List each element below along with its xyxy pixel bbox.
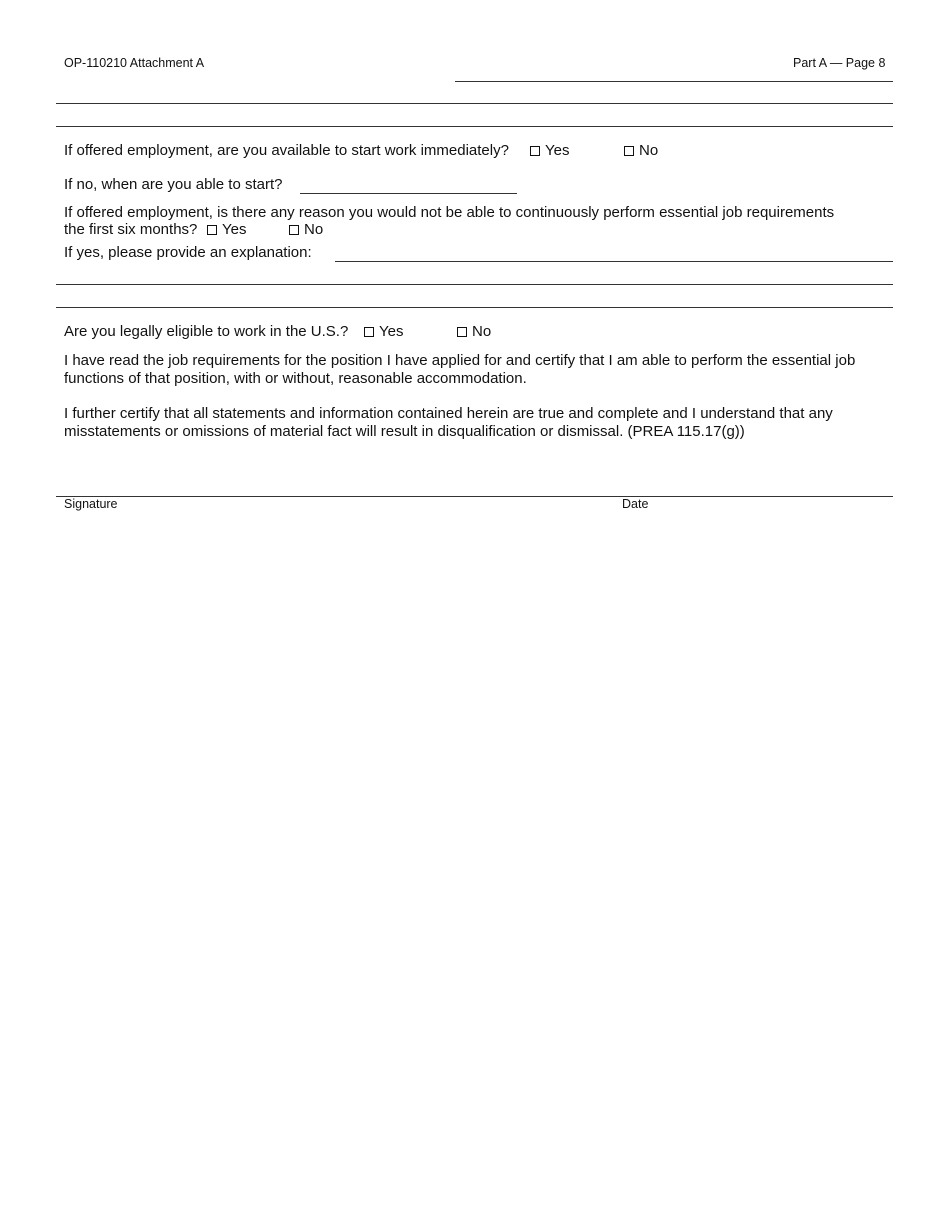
date-label: Date [622, 497, 649, 511]
explanation-field-line[interactable] [56, 284, 893, 285]
essential-requirements-question: If offered employment, is there any reason you would not be able to continuously perform essential job requirements [64, 204, 835, 221]
eligibility-no-checkbox[interactable] [457, 327, 467, 337]
start-date-question: If no, when are you able to start? [64, 176, 283, 193]
certification-statement-2: I further certify that all statements and information contained herein are true and complete and I understand that any misstatements or omissions of material fact will result in disqualification or dismissal. (PREA 115.17(g)) [64, 405, 833, 440]
eligibility-yes-label: Yes [379, 323, 404, 340]
eligibility-yes-option[interactable] [364, 323, 403, 341]
eligibility-no-label: No [472, 323, 492, 340]
availability-no-option[interactable] [624, 142, 658, 160]
document-id: OP-110210 Attachment A [64, 56, 205, 70]
essential-requirements-question-cont: the first six months? [64, 221, 198, 238]
section-divider [56, 126, 893, 127]
signature-label: Signature [64, 497, 118, 511]
header-rule [455, 81, 893, 82]
eligibility-yes-checkbox[interactable] [364, 327, 374, 337]
availability-yes-option[interactable] [530, 142, 569, 160]
essential-no-label: No [304, 221, 324, 238]
signature-line[interactable] [56, 496, 893, 497]
eligibility-question: Are you legally eligible to work in the U.S.? [64, 323, 349, 340]
essential-no-option[interactable] [289, 221, 323, 239]
availability-yes-checkbox[interactable] [530, 146, 540, 156]
essential-yes-label: Yes [222, 221, 247, 238]
essential-yes-checkbox[interactable] [207, 225, 217, 235]
explanation-label: If yes, please provide an explanation: [64, 244, 312, 261]
availability-no-checkbox[interactable] [624, 146, 634, 156]
availability-question: If offered employment, are you available to start work immediately? [64, 142, 509, 159]
start-date-field[interactable] [300, 177, 517, 194]
essential-yes-option[interactable] [207, 221, 246, 239]
availability-yes-label: Yes [545, 142, 570, 159]
section-divider [56, 307, 893, 308]
availability-no-label: No [639, 142, 659, 159]
page-label: Part A — Page 8 [793, 56, 886, 70]
essential-no-checkbox[interactable] [289, 225, 299, 235]
blank-line [56, 103, 893, 104]
eligibility-no-option[interactable] [457, 323, 491, 341]
explanation-field[interactable] [335, 245, 893, 262]
certification-statement-1: I have read the job requirements for the position I have applied for and certify that I am able to perform the essential job functions of that position, with or without, reasonable accommodation. [64, 352, 856, 387]
